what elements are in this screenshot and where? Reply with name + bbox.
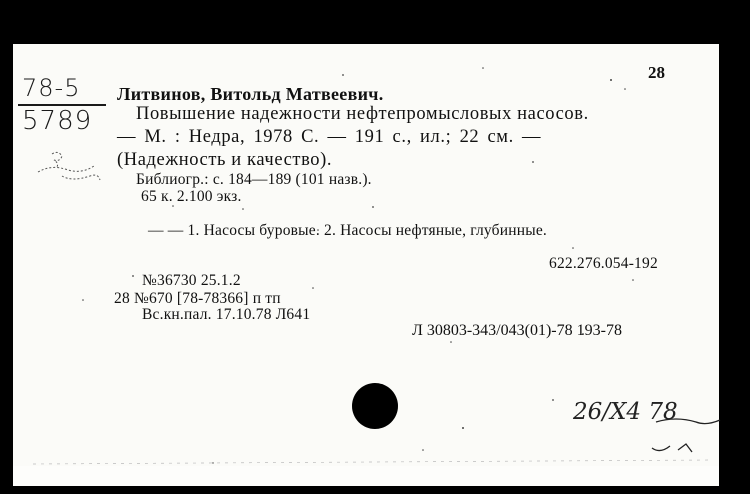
- shelf-mark-bottom: 5789: [22, 106, 93, 136]
- faded-stamp: [28, 148, 108, 188]
- handwritten-flourish: [560, 398, 730, 468]
- subject-headings: — — 1. Насосы буровые. 2. Насосы нефтяные, глубинные.: [148, 222, 548, 239]
- registry-line-3: Вс.кн.пал. 17.10.78 Л641: [142, 306, 311, 323]
- handwritten-note: 26/Х4 78: [573, 399, 678, 425]
- udc-code: 622.276.054-192: [549, 255, 658, 272]
- punch-hole: [352, 383, 398, 429]
- bibliography-note: Библиогр.: с. 184—189 (101 назв.).: [136, 171, 372, 188]
- registry-line-1: №36730 25.1.2: [142, 272, 241, 289]
- author: Литвинов, Витольд Матвеевич.: [117, 84, 384, 104]
- title-line-3: (Надежность и качество).: [117, 150, 333, 170]
- price-and-print-run: 65 к. 2.100 экз.: [141, 188, 242, 205]
- shelf-mark-top: 78-5: [22, 74, 81, 102]
- registry-line-2: 28 №670 [78-78366] п тп: [114, 290, 281, 307]
- corner-number: 28: [648, 63, 665, 82]
- title-line-1: Повышение надежности нефтепромысловых насосов.: [136, 104, 589, 124]
- title-line-2: — М. : Недра, 1978 С. — 191 с., ил.; 22 см. —: [117, 127, 542, 147]
- bbk-code: Л 30803-343/043(01)-78 193-78: [412, 322, 622, 339]
